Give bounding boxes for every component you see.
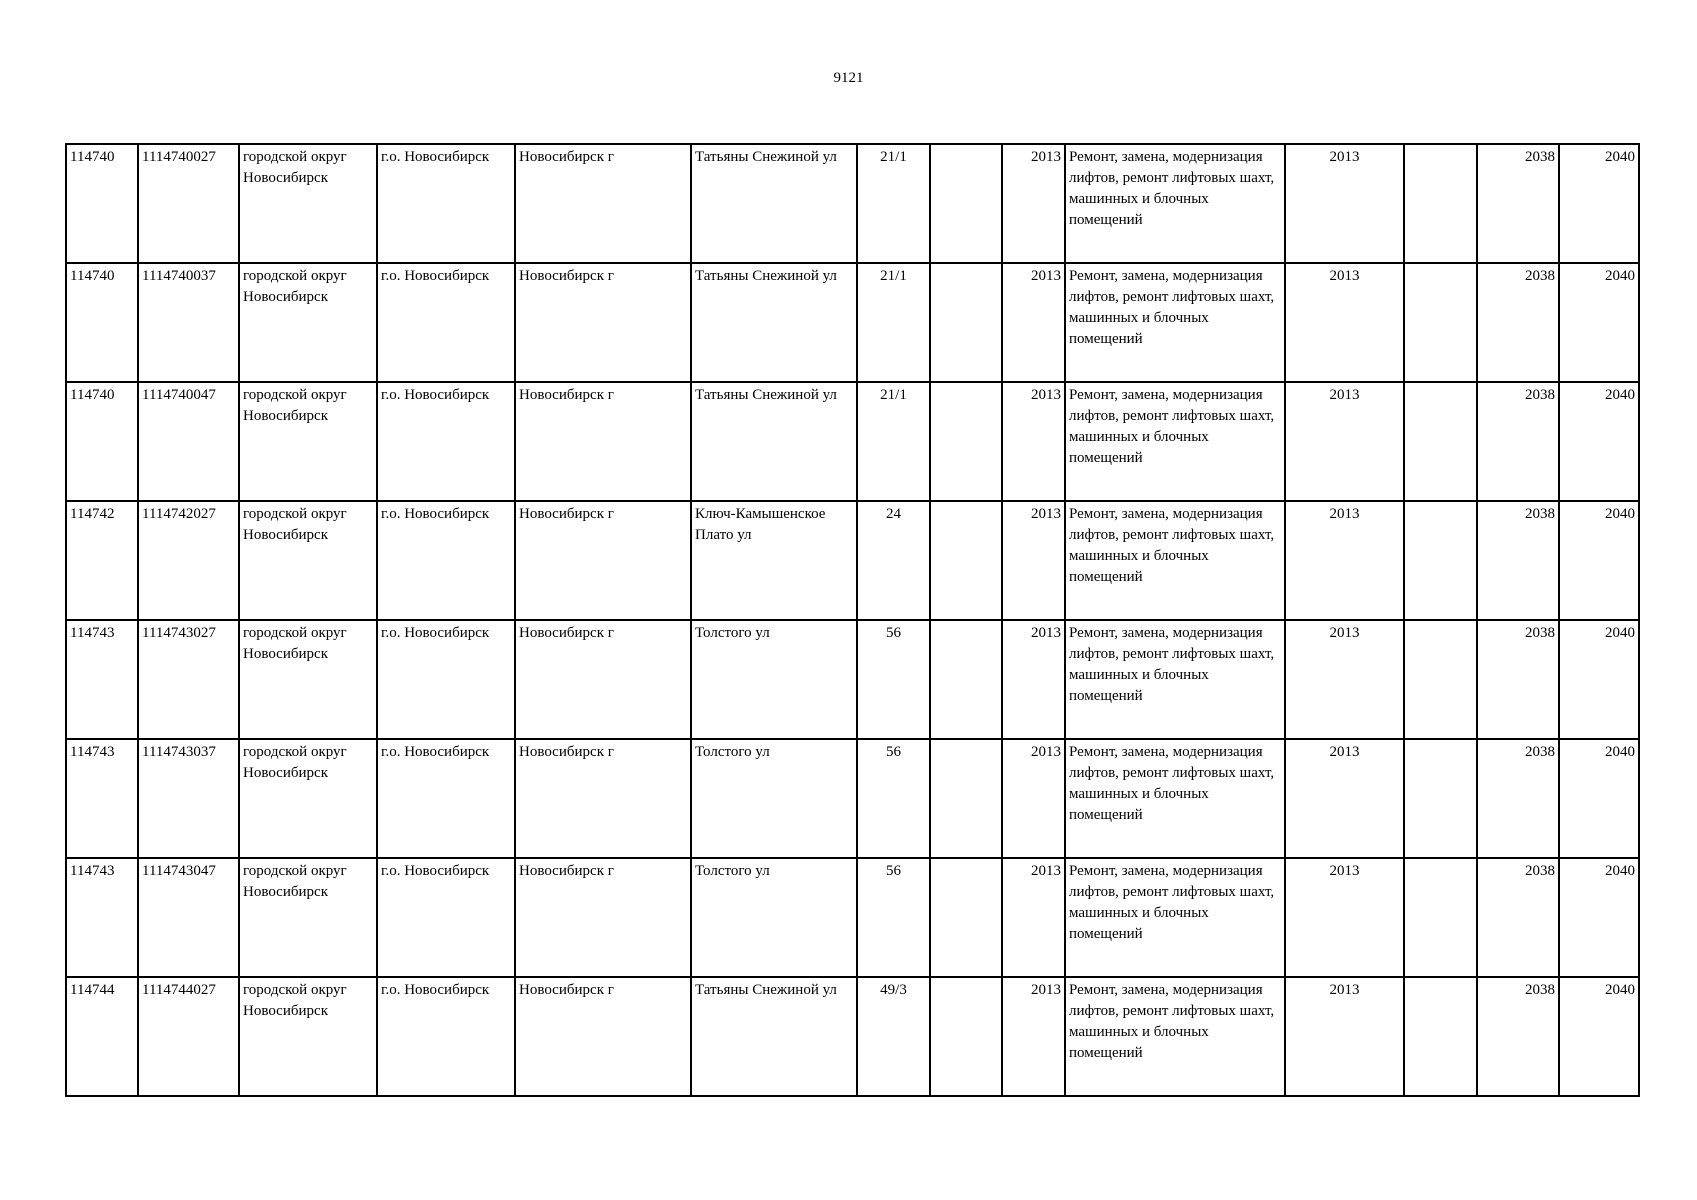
table-row [66,144,1639,263]
cell-blank [1404,858,1477,977]
cell-code: 1114743047 [138,858,239,977]
cell-building [930,620,1002,739]
cell-id: 114743 [66,739,138,858]
cell-year-commission: 2013 [1285,263,1404,382]
cell-period-end: 2040 [1559,620,1639,739]
cell-district: городской округ Новосибирск [239,144,377,263]
cell-district: городской округ Новосибирск [239,620,377,739]
cell-work-type: Ремонт, замена, модернизация лифтов, ремонт лифтовых шахт, машинных и блочных помещений [1065,977,1285,1096]
cell-period-end: 2040 [1559,263,1639,382]
cell-settlement: Новосибирск г [515,382,691,501]
cell-house: 24 [857,501,930,620]
cell-id: 114740 [66,263,138,382]
cell-code: 1114740037 [138,263,239,382]
cell-period-end: 2040 [1559,382,1639,501]
cell-settlement: Новосибирск г [515,858,691,977]
cell-id: 114744 [66,977,138,1096]
cell-id: 114743 [66,858,138,977]
cell-period-start: 2038 [1477,739,1559,858]
cell-work-type: Ремонт, замена, модернизация лифтов, ремонт лифтовых шахт, машинных и блочных помещений [1065,858,1285,977]
cell-municipality: г.о. Новосибирск [377,739,515,858]
cell-blank [1404,382,1477,501]
cell-year-commission: 2013 [1285,620,1404,739]
cell-building [930,382,1002,501]
cell-period-start: 2038 [1477,382,1559,501]
cell-building [930,858,1002,977]
cell-municipality: г.о. Новосибирск [377,144,515,263]
cell-year-built: 2013 [1002,144,1065,263]
cell-building [930,739,1002,858]
page-number: 9121 [833,70,864,86]
cell-year-commission: 2013 [1285,382,1404,501]
cell-house: 56 [857,739,930,858]
cell-work-type: Ремонт, замена, модернизация лифтов, ремонт лифтовых шахт, машинных и блочных помещений [1065,263,1285,382]
cell-work-type: Ремонт, замена, модернизация лифтов, ремонт лифтовых шахт, машинных и блочных помещений [1065,382,1285,501]
table-row [66,977,1639,1096]
cell-settlement: Новосибирск г [515,620,691,739]
cell-blank [1404,977,1477,1096]
cell-building [930,501,1002,620]
cell-building [930,144,1002,263]
cell-blank [1404,739,1477,858]
cell-code: 1114743037 [138,739,239,858]
table-row [66,382,1639,501]
cell-year-commission: 2013 [1285,977,1404,1096]
cell-district: городской округ Новосибирск [239,977,377,1096]
cell-settlement: Новосибирск г [515,144,691,263]
cell-street: Татьяны Снежиной ул [691,382,857,501]
cell-period-start: 2038 [1477,977,1559,1096]
cell-code: 1114740027 [138,144,239,263]
cell-year-commission: 2013 [1285,144,1404,263]
cell-house: 21/1 [857,382,930,501]
cell-period-start: 2038 [1477,263,1559,382]
cell-house: 49/3 [857,977,930,1096]
cell-settlement: Новосибирск г [515,263,691,382]
cell-year-built: 2013 [1002,620,1065,739]
table-row [66,501,1639,620]
cell-work-type: Ремонт, замена, модернизация лифтов, ремонт лифтовых шахт, машинных и блочных помещений [1065,501,1285,620]
cell-municipality: г.о. Новосибирск [377,263,515,382]
cell-district: городской округ Новосибирск [239,739,377,858]
cell-year-built: 2013 [1002,977,1065,1096]
cell-year-built: 2013 [1002,382,1065,501]
table-row [66,263,1639,382]
cell-id: 114743 [66,620,138,739]
cell-street: Ключ-Камышенское Плато ул [691,501,857,620]
cell-year-built: 2013 [1002,858,1065,977]
cell-municipality: г.о. Новосибирск [377,858,515,977]
cell-work-type: Ремонт, замена, модернизация лифтов, ремонт лифтовых шахт, машинных и блочных помещений [1065,739,1285,858]
cell-district: городской округ Новосибирск [239,501,377,620]
cell-period-start: 2038 [1477,858,1559,977]
cell-year-commission: 2013 [1285,858,1404,977]
cell-period-start: 2038 [1477,144,1559,263]
cell-street: Татьяны Снежиной ул [691,977,857,1096]
cell-year-built: 2013 [1002,501,1065,620]
cell-period-end: 2040 [1559,144,1639,263]
cell-year-built: 2013 [1002,263,1065,382]
cell-district: городской округ Новосибирск [239,263,377,382]
cell-building [930,977,1002,1096]
cell-district: городской округ Новосибирск [239,858,377,977]
cell-period-start: 2038 [1477,620,1559,739]
cell-street: Толстого ул [691,620,857,739]
cell-period-end: 2040 [1559,977,1639,1096]
registry-table [65,143,1640,1097]
cell-blank [1404,501,1477,620]
cell-code: 1114742027 [138,501,239,620]
cell-code: 1114740047 [138,382,239,501]
cell-house: 21/1 [857,144,930,263]
cell-period-end: 2040 [1559,501,1639,620]
cell-house: 56 [857,858,930,977]
cell-id: 114740 [66,382,138,501]
cell-street: Татьяны Снежиной ул [691,144,857,263]
cell-settlement: Новосибирск г [515,739,691,858]
cell-municipality: г.о. Новосибирск [377,382,515,501]
cell-settlement: Новосибирск г [515,501,691,620]
cell-street: Толстого ул [691,858,857,977]
cell-street: Толстого ул [691,739,857,858]
cell-period-end: 2040 [1559,739,1639,858]
cell-blank [1404,144,1477,263]
cell-building [930,263,1002,382]
cell-district: городской округ Новосибирск [239,382,377,501]
cell-house: 21/1 [857,263,930,382]
cell-year-commission: 2013 [1285,739,1404,858]
cell-settlement: Новосибирск г [515,977,691,1096]
cell-municipality: г.о. Новосибирск [377,501,515,620]
cell-blank [1404,263,1477,382]
table-row [66,858,1639,977]
cell-house: 56 [857,620,930,739]
table-row [66,739,1639,858]
cell-id: 114740 [66,144,138,263]
cell-period-end: 2040 [1559,858,1639,977]
cell-code: 1114743027 [138,620,239,739]
cell-municipality: г.о. Новосибирск [377,977,515,1096]
cell-year-commission: 2013 [1285,501,1404,620]
cell-street: Татьяны Снежиной ул [691,263,857,382]
cell-blank [1404,620,1477,739]
cell-code: 1114744027 [138,977,239,1096]
cell-year-built: 2013 [1002,739,1065,858]
registry-body [66,144,1639,1096]
cell-id: 114742 [66,501,138,620]
table-row [66,620,1639,739]
cell-work-type: Ремонт, замена, модернизация лифтов, ремонт лифтовых шахт, машинных и блочных помещений [1065,144,1285,263]
cell-period-start: 2038 [1477,501,1559,620]
cell-work-type: Ремонт, замена, модернизация лифтов, ремонт лифтовых шахт, машинных и блочных помещений [1065,620,1285,739]
cell-municipality: г.о. Новосибирск [377,620,515,739]
